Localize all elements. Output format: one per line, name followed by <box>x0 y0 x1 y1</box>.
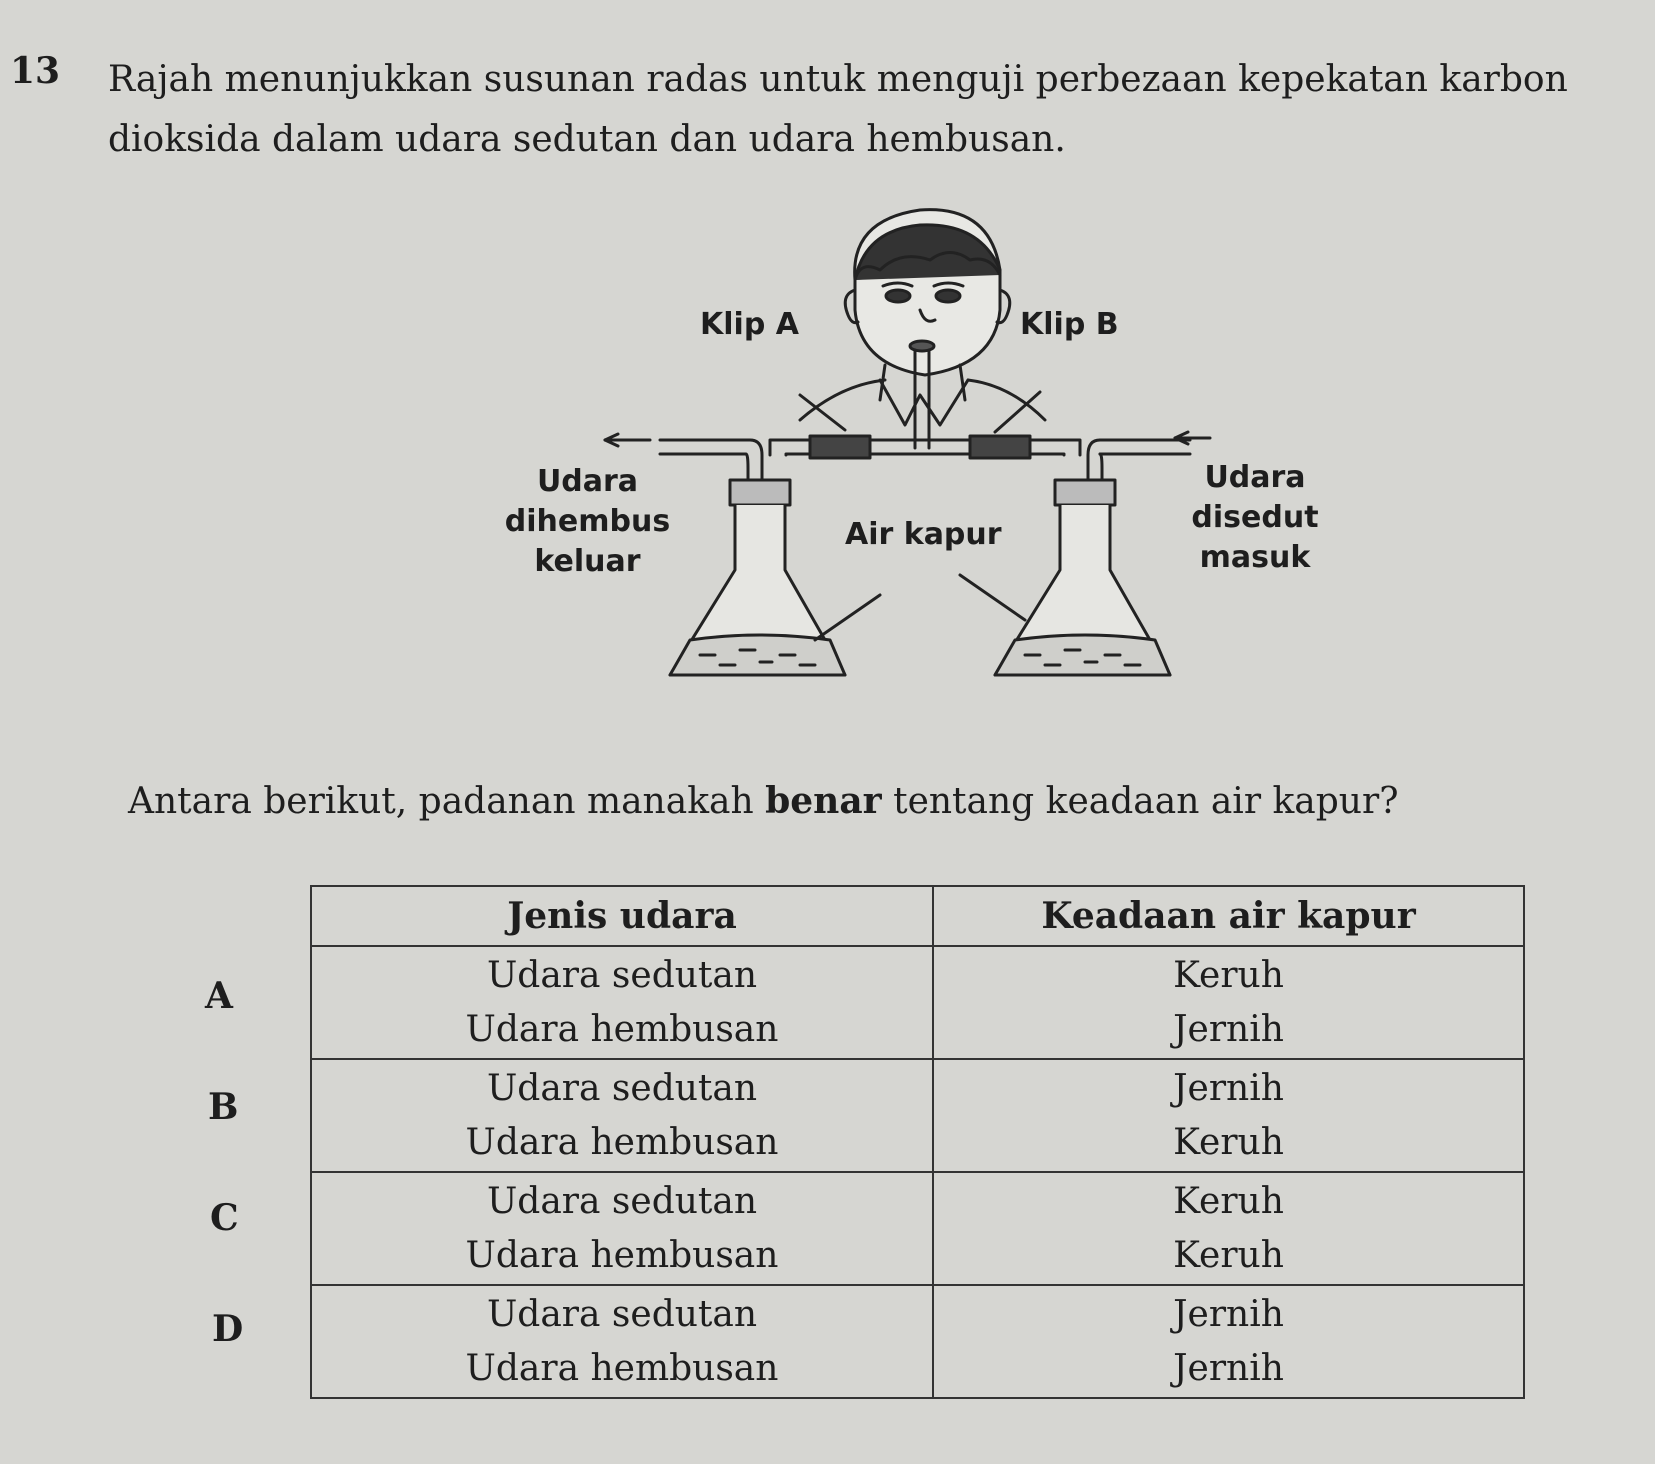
option-a-letter[interactable]: A <box>205 975 233 1017</box>
option-b-letter[interactable]: B <box>208 1086 239 1128</box>
table-header-row <box>311 886 1524 946</box>
question-line-1: Rajah menunjukkan susunan radas untuk menguji perbezaan kepekatan karbon <box>108 59 1568 100</box>
limewater-state-cell: Keruh Keruh <box>933 1172 1524 1285</box>
question-line-2: dioksida dalam udara sedutan dan udara hembusan. <box>108 119 1066 160</box>
klip-a-label: Klip A <box>700 307 799 342</box>
limewater-state-cell: Jernih Keruh <box>933 1059 1524 1172</box>
table-row-option-c[interactable] <box>311 1172 1524 1285</box>
udara-dihembus-keluar-label: Udara dihembus keluar <box>504 464 671 579</box>
question-prompt: Antara berikut, padanan manakah benar tentang keadaan air kapur? <box>128 780 1399 822</box>
air-type-cell: Udara sedutan Udara hembusan <box>311 946 933 1059</box>
klip-b-label: Klip B <box>1020 307 1119 342</box>
limewater-state-cell: Keruh Jernih <box>933 946 1524 1059</box>
table-row-option-a[interactable] <box>311 946 1524 1059</box>
question-number: 13 <box>10 50 61 92</box>
table-row-option-b[interactable] <box>311 1059 1524 1172</box>
header-keadaan-air-kapur: Keadaan air kapur <box>933 886 1524 946</box>
header-jenis-udara: Jenis udara <box>311 886 933 946</box>
udara-disedut-masuk-label: Udara disedut masuk <box>1191 460 1319 575</box>
option-d-letter[interactable]: D <box>212 1308 244 1350</box>
question-text <box>108 50 1638 170</box>
option-c-letter[interactable]: C <box>210 1197 239 1239</box>
apparatus-diagram <box>500 200 1400 740</box>
limewater-state-cell: Jernih Jernih <box>933 1285 1524 1398</box>
answer-table <box>310 885 1525 1399</box>
air-type-cell: Udara sedutan Udara hembusan <box>311 1285 933 1398</box>
air-kapur-label: Air kapur <box>845 517 1002 552</box>
air-type-cell: Udara sedutan Udara hembusan <box>311 1059 933 1172</box>
air-type-cell: Udara sedutan Udara hembusan <box>311 1172 933 1285</box>
table-row-option-d[interactable] <box>311 1285 1524 1398</box>
